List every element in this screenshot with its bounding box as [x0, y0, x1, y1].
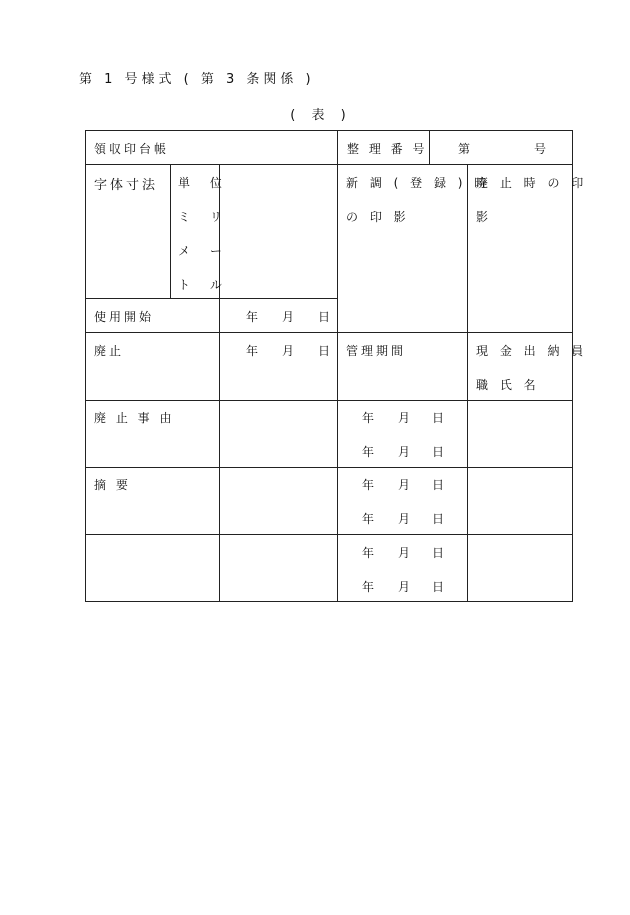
month-mark: 月 — [398, 546, 411, 560]
management-period-label: 管理期間 — [346, 344, 407, 358]
year-mark: 年 — [362, 512, 375, 526]
year-mark: 年 — [246, 310, 259, 324]
month-mark: 月 — [398, 411, 411, 425]
month-mark: 月 — [282, 310, 295, 324]
day-mark: 日 — [318, 344, 331, 358]
unit-label-line: ト ル — [178, 278, 230, 292]
remarks-label: 摘 要 — [94, 478, 131, 492]
cash-officer-name-label — [476, 334, 587, 402]
column-divider — [337, 131, 338, 601]
day-mark: 日 — [432, 411, 445, 425]
seal-ledger-table — [85, 130, 588, 602]
day-mark: 日 — [432, 478, 445, 492]
day-mark: 日 — [432, 445, 445, 459]
month-mark: 月 — [282, 344, 295, 358]
row-divider — [86, 332, 572, 333]
serial-suffix: 号 — [534, 142, 550, 156]
year-mark: 年 — [246, 344, 259, 358]
abolished-label: 廃止 — [94, 344, 125, 358]
year-mark: 年 — [362, 445, 375, 459]
form-number-heading: 第 1 号様式 ( 第 3 条関係 ) — [79, 72, 315, 87]
abolished-seal-label-line: 廃 止 時 の 印 — [476, 176, 588, 190]
unit-label-line: 単 位 — [178, 176, 230, 190]
column-divider — [429, 131, 430, 164]
day-mark: 日 — [432, 580, 445, 594]
start-of-use-label: 使用開始 — [94, 310, 155, 324]
row-divider — [86, 164, 572, 165]
abolished-seal-label-line: 影 — [476, 210, 493, 224]
year-mark: 年 — [362, 580, 375, 594]
ledger-title: 領収印台帳 — [94, 142, 170, 156]
serial-number-label: 整 理 番 号 — [347, 142, 428, 156]
unit-label-line: ミ リ — [178, 210, 230, 224]
day-mark: 日 — [432, 546, 445, 560]
year-mark: 年 — [362, 546, 375, 560]
front-side-label: ( 表 ) — [290, 108, 352, 123]
month-mark: 月 — [398, 478, 411, 492]
year-mark: 年 — [362, 411, 375, 425]
month-mark: 月 — [398, 445, 411, 459]
character-size-label: 字体寸法 — [94, 178, 159, 193]
new-seal-label-line: 新 調 ( 登 録 ) 時 — [346, 176, 491, 190]
column-divider — [170, 164, 171, 298]
abolished-seal-impression-label — [476, 166, 587, 234]
row-divider — [86, 534, 572, 535]
serial-prefix: 第 — [458, 142, 474, 156]
officer-label-line: 現 金 出 納 員 — [476, 344, 588, 358]
year-mark: 年 — [362, 478, 375, 492]
row-divider — [86, 467, 572, 468]
unit-millimeter-label — [178, 166, 230, 302]
officer-label-line: 職 氏 名 — [476, 378, 540, 392]
new-seal-impression-label — [346, 166, 490, 234]
abolish-reason-label: 廃 止 事 由 — [94, 411, 175, 425]
month-mark: 月 — [398, 580, 411, 594]
month-mark: 月 — [398, 512, 411, 526]
unit-label-line: メ ー — [178, 244, 230, 258]
day-mark: 日 — [318, 310, 331, 324]
day-mark: 日 — [432, 512, 445, 526]
new-seal-label-line: の 印 影 — [346, 210, 410, 224]
